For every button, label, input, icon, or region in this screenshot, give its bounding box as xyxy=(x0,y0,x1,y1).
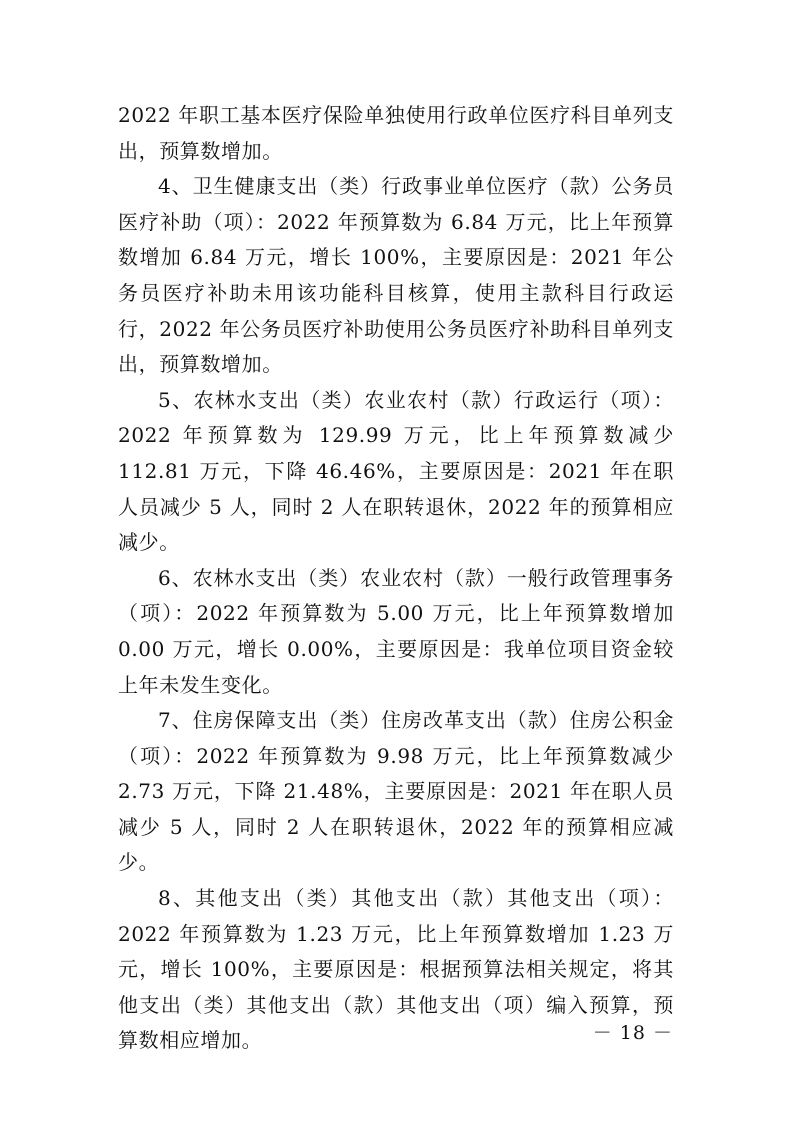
paragraph-item-7: 7、住房保障支出（类）住房改革支出（款）住房公积金（项）：2022 年预算数为 9.98 万元，比上年预算数减少 2.73 万元，下降 21.48%，主要原因是：2021 年在职人员减少 5 人，同时 2 人在职转退休，2022 年的预算相应减少。 xyxy=(118,708,674,875)
paragraph-item-4: 4、卫生健康支出（类）行政事业单位医疗（款）公务员医疗补助（项）：2022 年预算数为 6.84 万元，比上年预算数增加 6.84 万元，增长 100%，主要原因是：2021 年公务员医疗补助未用该功能科目核算，使用主款科目行政运行，2022 年公务员医疗补助使用公务员医疗补助科目单列支出，预算数增加。 xyxy=(118,174,674,377)
page-number: － 18 － xyxy=(592,1022,673,1044)
paragraph-item-8: 8、其他支出（类）其他支出（款）其他支出（项）：2022 年预算数为 1.23 万元，比上年预算数增加 1.23 万元，增长 100%，主要原因是：根据预算法相关规定，将其他支出（类）其他支出（款）其他支出（项）编入预算，预算数相应增加。 xyxy=(118,886,674,1053)
paragraph-item-6: 6、农林水支出（类）农业农村（款）一般行政管理事务（项）：2022 年预算数为 5.00 万元，比上年预算数增加 0.00 万元，增长 0.00%，主要原因是：我单位项目资金较上年未发生变化。 xyxy=(118,565,674,697)
paragraph-continuation: 2022 年职工基本医疗保险单独使用行政单位医疗科目单列支出，预算数增加。 xyxy=(118,103,674,163)
document-body xyxy=(118,98,674,1059)
paragraph-item-5: 5、农林水支出（类）农业农村（款）行政运行（项）：2022 年预算数为 129.99 万元，比上年预算数减少 112.81 万元，下降 46.46%，主要原因是：2021 年在职人员减少 5 人，同时 2 人在职转退休，2022 年的预算相应减少。 xyxy=(118,387,674,555)
